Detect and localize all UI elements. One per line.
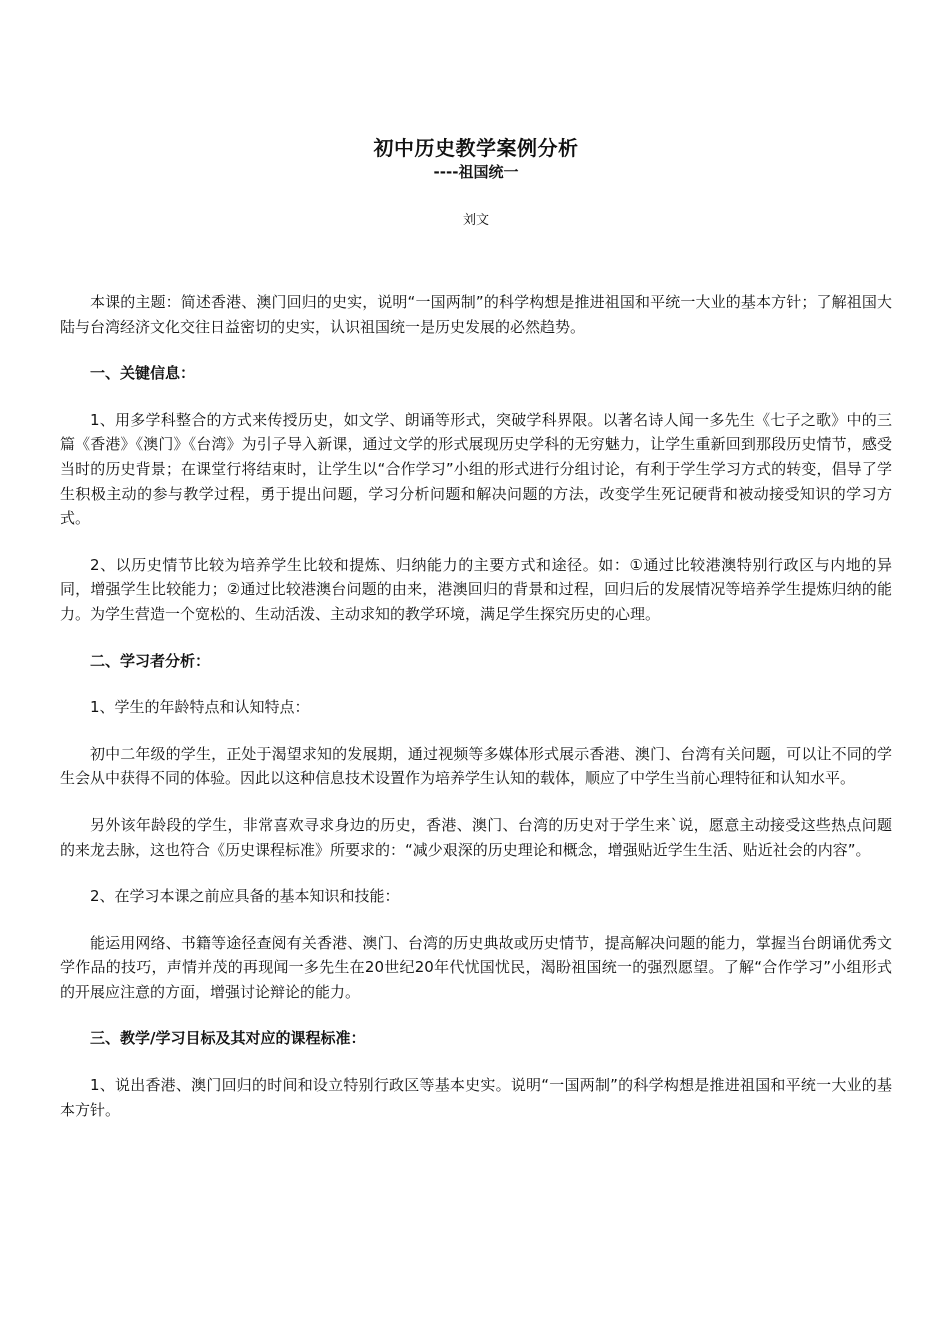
objectives-paragraph-1: 1、说出香港、澳门回归的时间和设立特别行政区等基本史实。说明“一国两制”的科学构想是推进祖国和平统一大业的基本方针。 bbox=[60, 1076, 892, 1119]
learner-paragraph-2: 另外该年龄段的学生，非常喜欢寻求身边的历史，香港、澳门、台湾的历史对于学生来`说，愿意主动接受这些热点问题的来龙去脉，这也符合《历史课程标准》所要求的：“减少艰深的历史理论和概念，增强贴近学生生活、贴近社会的内容”。 bbox=[60, 815, 892, 859]
learner-subheading-2: 2、在学习本课之前应具备的基本知识和技能： bbox=[90, 887, 400, 906]
key-info-paragraph-2: 2、以历史情节比较为培养学生比较和提炼、归纳能力的主要方式和途径。如：①通过比较港澳特别行政区与内地的异同，增强学生比较能力；②通过比较港澳台问题的由来，港澳回归的背景和过程，回归后的发展情况等培养学生提炼归纳的能力。为学生营造一个宽松的、生动活泼、主动求知的教学环境，满足学生探究历史的心理。 bbox=[60, 555, 892, 623]
learner-paragraph-1: 初中二年级的学生，正处于渴望求知的发展期，通过视频等多媒体形式展示香港、澳门、台湾有关问题，可以让不同的学生会从中获得不同的体验。因此以这种信息技术设置作为培养学生认知的载体，顺应了中学生当前心理特征和认知水平。 bbox=[60, 744, 892, 788]
document-subtitle: ----祖国统一 bbox=[433, 163, 519, 181]
section-heading-key-info: 一、关键信息： bbox=[90, 364, 196, 383]
learner-paragraph-3: 能运用网络、书籍等途径查阅有关香港、澳门、台湾的历史典故或历史情节，提高解决问题的能力，掌握当台朗诵优秀文学作品的技巧，声情并茂的再现闻一多先生在20世纪20年代忧国忧民，渴盼祖国统一的强烈愿望。了解“合作学习”小组形式的开展应注意的方面，增强讨论辩论的能力。 bbox=[60, 933, 892, 1001]
document-body bbox=[60, 290, 892, 1144]
key-info-paragraph-1: 1、用多学科整合的方式来传授历史，如文学、朗诵等形式，突破学科界限。以著名诗人闻一多先生《七子之歌》中的三篇《香港》《澳门》《台湾》为引子导入新课，通过文学的形式展现历史学科的无穷魅力，让学生重新回到那段历史情节，感受当时的历史背景；在课堂行将结束时，让学生以“合作学习”小组的形式进行分组讨论，有利于学生学习方式的转变，倡导了学生积极主动的参与教学过程，勇于提出问题，学习分析问题和解决问题的方法，改变学生死记硬背和被动接受知识的学习方式。 bbox=[60, 410, 892, 528]
learner-subheading-1: 1、学生的年龄特点和认知特点： bbox=[90, 698, 310, 717]
section-heading-learner-analysis: 二、学习者分析： bbox=[90, 651, 211, 670]
intro-paragraph: 本课的主题：简述香港、澳门回归的史实，说明“一国两制”的科学构想是推进祖国和平统一大业的基本方针；了解祖国大陆与台湾经济文化交往日益密切的史实，认识祖国统一是历史发展的必然趋势。 bbox=[60, 293, 892, 336]
document-title: 初中历史教学案例分析 bbox=[373, 136, 579, 160]
document-author: 刘文 bbox=[462, 213, 489, 228]
section-heading-objectives: 三、教学/学习目标及其对应的课程标准： bbox=[90, 1029, 366, 1048]
